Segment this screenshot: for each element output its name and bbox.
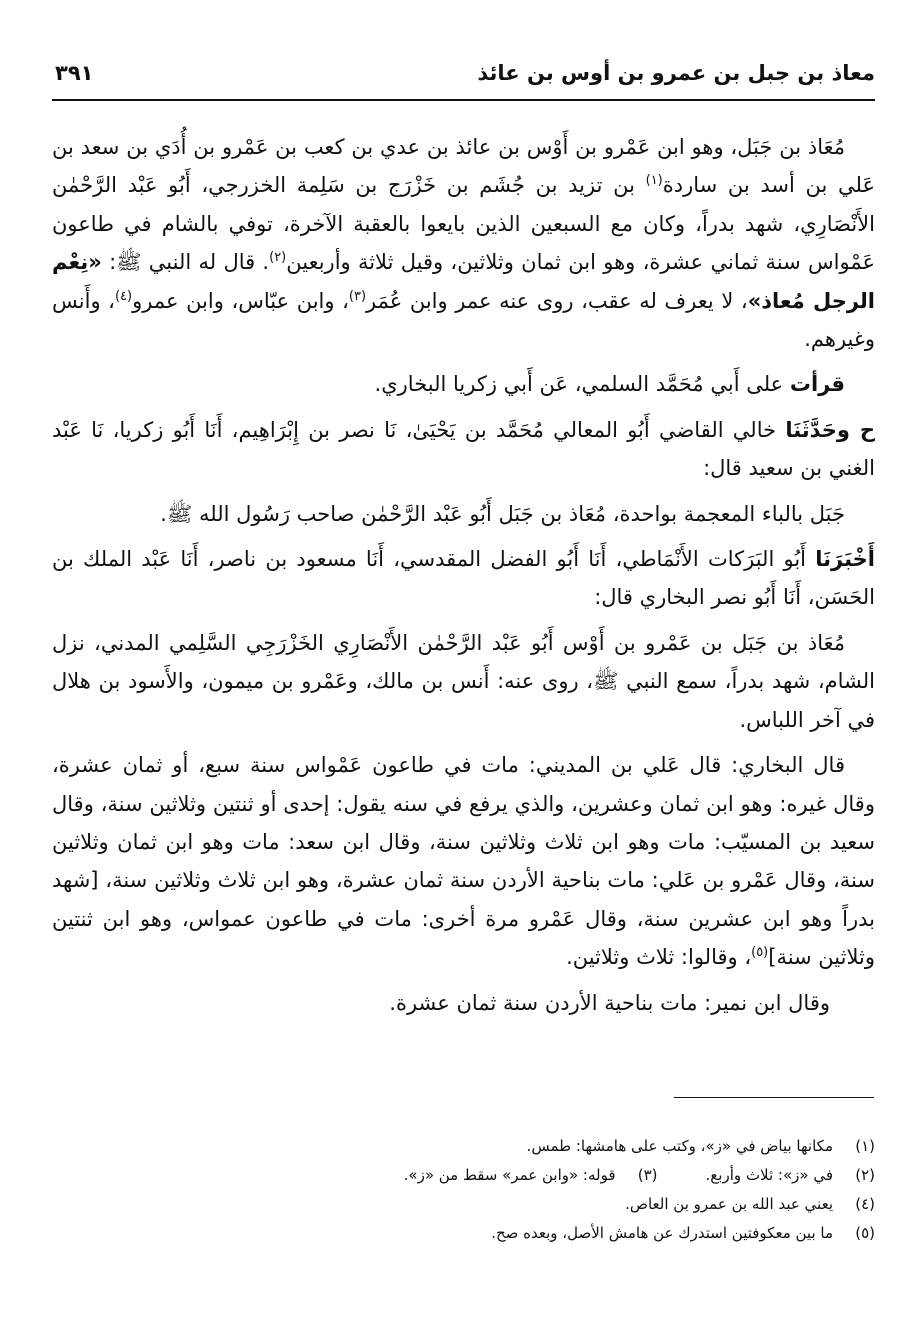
footnote-ref-2: (٢) — [269, 250, 287, 266]
paragraph-text: ، وابن عبّاس، وابن عمرو — [132, 288, 349, 313]
page-number: ٣٩١ — [55, 61, 94, 85]
paragraph-isnad-2 — [52, 411, 875, 488]
footnote-text: قوله: «وابن عمر» سقط من «ز». — [403, 1166, 616, 1184]
footnote-1 — [100, 1132, 875, 1161]
footnote-ref-1: (١) — [645, 173, 663, 189]
paragraph-text: قال البخاري: قال عَلي بن المديني: مات في طاعون عَمْواس سنة سبع، أو ثمان عشرة، وقال غيره: وهو ابن ثمان وعشرين، والذي يرفع في سنه يقول: إحدى أو ثنتين وثلاثين سنة، وقال سعيد بن المسيّب: مات وهو ابن ثلاث وثلاثين سنة، وقال ابن سعد: مات وهو ابن ثمان وثلاثين سنة، وقال عَمْرو بن عَلي: مات بناحية الأردن سنة ثمان عشرة، وهو ابن ثلاث وثلاثين سنة، [شهد بدراً وهو ابن عشرين سنة، وقال عَمْرو مرة أخرى: مات في طاعون عمواس، وهو ابن ثنتين وثلاثين سنة] — [52, 753, 875, 970]
hadith-quote: «نِعْم الرجل مُعاذ» — [52, 250, 876, 313]
transmission-keyword: ح وحَدَّثَنَا — [785, 417, 875, 442]
footnote-2-3 — [100, 1161, 875, 1190]
footnote-number: (٣) — [637, 1166, 658, 1184]
footnote-text: في «ز»: ثلاث وأربع. — [705, 1166, 833, 1184]
footnote-number: (٤) — [855, 1195, 875, 1213]
paragraph-text: ، وقالوا: ثلاث وثلاثين. — [566, 945, 752, 970]
footnote-text: ما بين معكوفتين استدرك عن هامش الأصل، وبعده صح. — [491, 1224, 833, 1242]
paragraph-text: مُعَاذ بن جَبَل، وهو ابن عَمْرو بن أَوْس بن عائذ بن عدي بن كعب بن عَمْرو بن أُدَي بن سعد بن عَلي بن أسد بن ساردة — [52, 135, 875, 198]
footnote-ref-3: (٣) — [348, 288, 367, 304]
running-title: معاذ بن جبل بن عمرو بن أوس بن عائذ — [477, 61, 875, 85]
paragraph-death-reports — [52, 746, 875, 976]
footnote-4 — [100, 1190, 875, 1219]
paragraph-bukhari-entry: مُعَاذ بن جَبَل بن عَمْرو بن أَوْس أَبُو عَبْد الرَّحْمٰن الأَنْصَارِي الخَزْرَجِي السَّلِمي المدني، نزل الشام، شهد بدراً، سمع النبي ﷺ، روى عنه: أَنس بن مالك، وعَمْرو بن ميمون، والأَسود بن هلال في آخر اللباس. — [52, 630, 875, 732]
header-rule — [52, 99, 875, 101]
footnote-ref-5: (٥) — [751, 945, 769, 961]
footnote-number: (١) — [855, 1137, 875, 1155]
footnote-number: (٢) — [855, 1166, 875, 1184]
transmission-keyword: قرأت — [789, 372, 845, 397]
paragraph-text: . قال له النبي ﷺ: — [101, 250, 270, 275]
paragraph-text: أَبُو البَرَكات الأَنْمَاطي، أَنَا أَبُو الفضل المقدسي، أَنَا مسعود بن ناصر، أَنَا عَبْد الملك بن الحَسَن، أَنَا أَبُو نصر البخاري قال: — [52, 547, 875, 610]
paragraph-isnad-1 — [52, 365, 875, 403]
transmission-keyword: أَخْبَرَنَا — [815, 547, 875, 572]
footnote-5 — [100, 1219, 875, 1248]
paragraph-name-note: جَبَل بالباء المعجمة بواحدة، مُعَاذ بن جَبَل أَبُو عَبْد الرَّحْمٰن صاحب رَسُول الله ﷺ. — [160, 501, 845, 526]
paragraph-isnad-3 — [52, 540, 875, 617]
footnote-ref-4: (٤) — [114, 288, 133, 304]
page-header — [55, 55, 875, 95]
footnote-number: (٥) — [855, 1224, 875, 1242]
footnote-text: مكانها بياض في «ز»، وكتب على هامشها: طمس. — [526, 1137, 833, 1155]
footnote-text: يعني عبد الله بن عمرو بن العاص. — [625, 1195, 833, 1213]
footnotes — [100, 1132, 875, 1248]
paragraph-ibn-numayr: وقال ابن نمير: مات بناحية الأردن سنة ثمان عشرة. — [389, 990, 830, 1015]
footnote-rule — [674, 1097, 874, 1098]
paragraph-text: بن تزيد بن جُشَم بن خَزْرَج بن سَلِمة الخزرجي، أَبُو عَبْد الرَّحْمٰن الأَنْصَارِي، شهد بدراً، وكان مع السبعين الذين بايعوا بالعقبة الآخرة، توفي بالشام في طاعون عَمْواس سنة ثماني عشرة، وهو ابن ثمان وثلاثين، وقيل ثلاثة وأربعين — [52, 173, 875, 275]
paragraph-text: ، وأَنس وغيرهم. — [52, 288, 875, 352]
paragraph-text: ، لا يعرف له عقب، روى عنه عمر وابن عُمَر — [366, 288, 748, 313]
paragraph-text: خالي القاضي أَبُو المعالي مُحَمَّد بن يَحْيَىٰ، نَا نصر بن إِبْرَاهِيم، أَنَا أَبُو زكريا، نَا عَبْد الغني بن سعيد قال: — [52, 417, 875, 481]
main-text — [52, 128, 875, 1029]
paragraph-text: على أَبي مُحَمَّد السلمي، عَن أَبي زكريا البخاري. — [374, 372, 790, 397]
paragraph-biography — [52, 128, 875, 358]
